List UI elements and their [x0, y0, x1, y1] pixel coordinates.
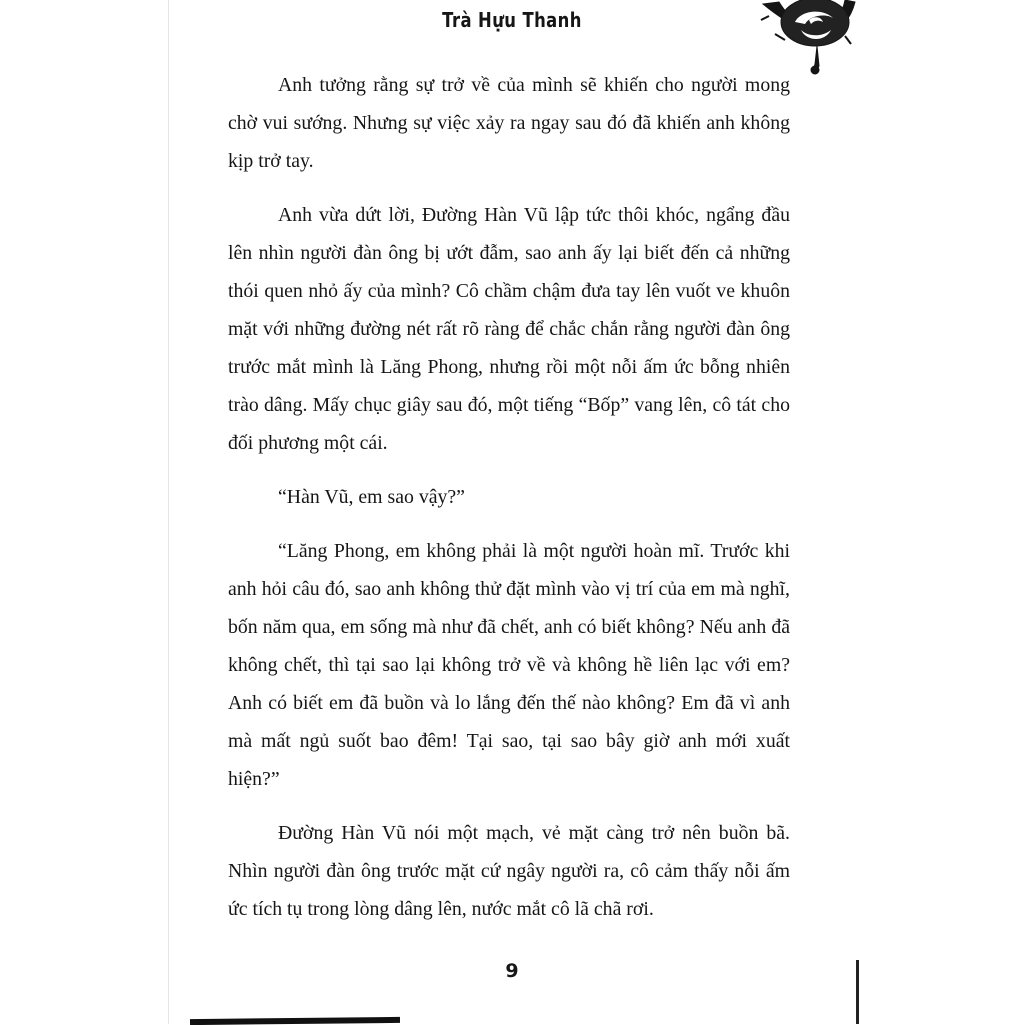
paragraph: “Lăng Phong, em không phải là một người hoàn mĩ. Trước khi anh hỏi câu đó, sao anh không thử đặt mình vào vị trí của em mà nghĩ, bốn năm qua, em sống mà như đã chết, anh có biết không? Nếu anh đã không chết, thì tại sao lại không trở về và không hề liên lạc với em? Anh có biết em đã buồn và lo lắng đến thế nào không? Em đã vì anh mà mất ngủ suốt bao đêm! Tại sao, tại sao bây giờ anh mới xuất hiện?” — [228, 540, 790, 790]
page-left-shadow — [168, 0, 169, 1024]
paragraph: Anh tưởng rằng sự trở về của mình sẽ khiến cho người mong chờ vui sướng. Nhưng sự việc xảy ra ngay sau đó đã khiến anh không kịp trở tay. — [228, 74, 790, 172]
paragraph: Đường Hàn Vũ nói một mạch, vẻ mặt càng trở nên buồn bã. Nhìn người đàn ông trước mặt cứ ngây người ra, cô cảm thấy nỗi ấm ức tích tụ trong lòng dâng lên, nước mắt cô lã chã rơi. — [228, 822, 790, 920]
paragraph: Anh vừa dứt lời, Đường Hàn Vũ lập tức thôi khóc, ngẩng đầu lên nhìn người đàn ông bị ướt đẫm, sao anh ấy lại biết đến cả những thói quen nhỏ ấy của mình? Cô chầm chậm đưa tay lên vuốt ve khuôn mặt với những đường nét rất rõ ràng để chắc chắn rằng người đàn ông trước mắt mình là Lăng Phong, nhưng rồi một nỗi ấm ức bỗng nhiên trào dâng. Mấy chục giây sau đó, một tiếng “Bốp” vang lên, cô tát cho đối phương một cái. — [228, 204, 790, 454]
page-number: 9 — [505, 960, 519, 982]
running-header: Trà Hựu Thanh — [442, 8, 582, 32]
page-right-edge — [856, 960, 859, 1024]
paragraph: “Hàn Vũ, em sao vậy?” — [278, 486, 465, 508]
chapter-body — [228, 66, 790, 928]
